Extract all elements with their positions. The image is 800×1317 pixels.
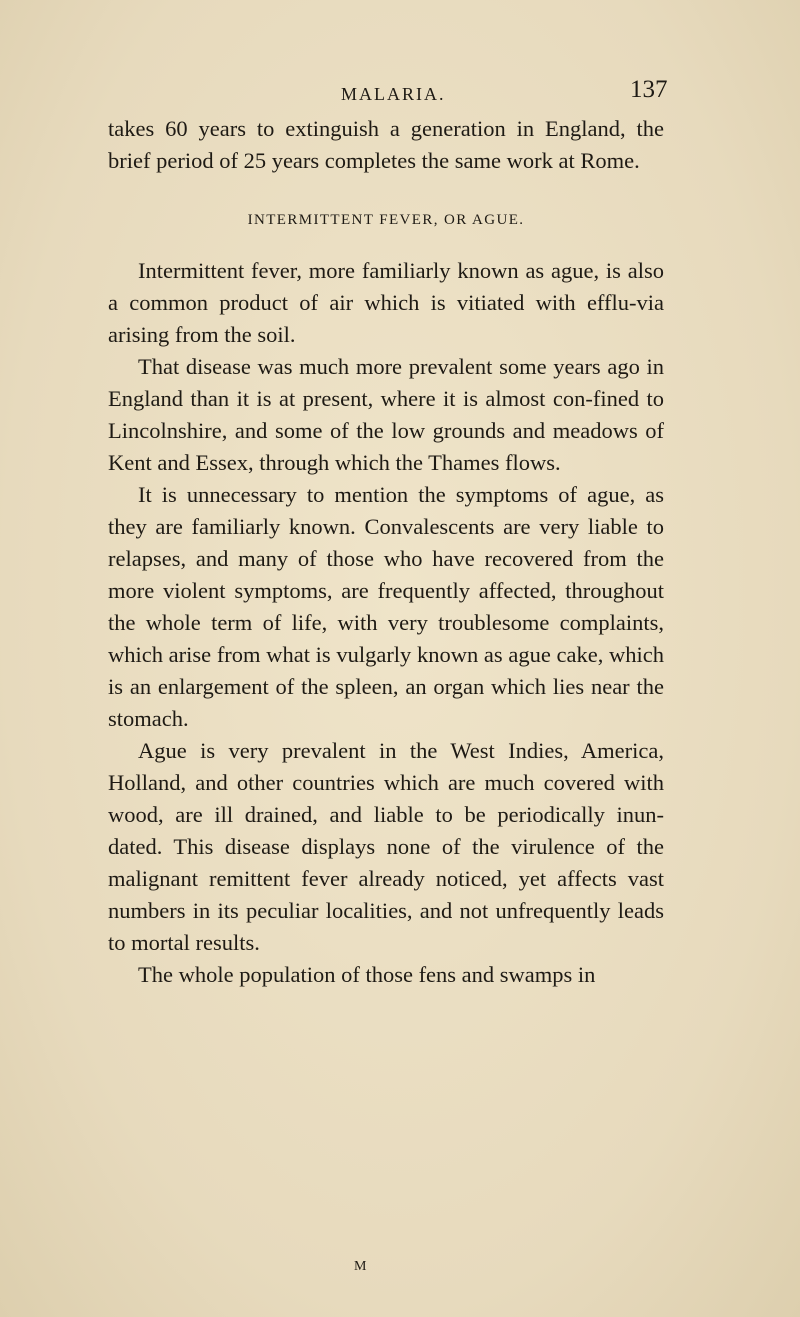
paragraph: Ague is very prevalent in the West Indies, America, Holland, and other countries which are much covered with wood, are ill drained, and liable to be periodically inun-dated. This disease displays none of the virulence of the malignant remittent fever already noticed, yet affects vast numbers in its peculiar localities, and not unfrequently leads to mortal results. [108,738,664,955]
paragraph: It is unnecessary to mention the symptoms of ague, as they are familiarly known. Convalescents are very liable to relapses, and many of those who have recovered from the more violent symptoms, are frequently affected, throughout the whole term of life, with very troublesome complaints, which arise from what is vulgarly known as ague cake, which is an enlargement of the spleen, an organ which lies near the stomach. [108,482,664,731]
paragraph: Intermittent fever, more familiarly known as ague, is also a common product of air which is vitiated with efflu-via arising from the soil. [108,258,664,347]
page-number: 137 [630,76,668,103]
body-text [108,113,664,991]
running-head [0,70,800,110]
paragraph: The whole population of those fens and swamps in [138,962,596,987]
section-heading: INTERMITTENT FEVER, OR AGUE. [247,212,525,228]
opening-paragraph: takes 60 years to extinguish a generation in England, the brief period of 25 years completes the same work at Rome. [108,116,664,173]
running-title: MALARIA. [341,84,446,104]
paragraph: That disease was much more prevalent some years ago in England than it is at present, where it is almost con-fined to Lincolnshire, and some of the low grounds and meadows of Kent and Essex, through which the Thames flows. [108,354,664,475]
signature-mark: M [354,1259,367,1274]
